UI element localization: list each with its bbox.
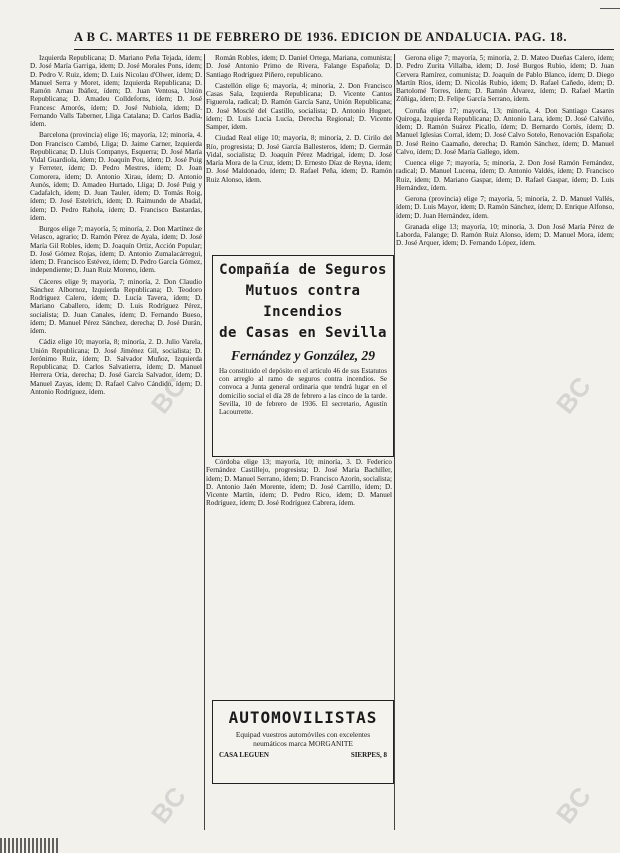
- paragraph: Castellón elige 6; mayoría, 4; minoría, 2. Don Francisco Casas Sala, Izquierda Republicana; D. Vicente Cantos Figuerola, radical; D. Ramón García Sanz, Unión Republicana; D. José Mosclé del Castillo, socialista; D. Antonio Huguet, ídem; D. Luis Lucía Lucía, Derecha Regional; D. Vicente Samper, ídem.: [206, 81, 392, 131]
- paragraph: Córdoba elige 13; mayoría, 10; minoría, 3. D. Federico Fernández Castillejo, progresista; D. José María Bachiller, ídem; D. Manuel Serrano, ídem; D. Francisco Azorín, socialista; D. Antonio Jaén Morente, ídem; D. José Carrillo, ídem; D. Vicente Martín, ídem; D. Pedro Rico, ídem; D. Manuel Rodríguez, ídem; D. José Rodríguez Cabrera, ídem.: [206, 458, 392, 508]
- article-column-2-lower: [206, 458, 392, 632]
- watermark-stamp: BC: [550, 781, 597, 830]
- ad-title-line: Compañía de Seguros: [219, 262, 387, 278]
- paragraph: Burgos elige 7; mayoría, 5; minoría, 2. Don Martínez de Velasco, agrario; D. Ramón Pérez de Ayala, ídem; D. José María Gil Robles, ídem; D. Joaquín Ortiz, Acción Popular; D. José Gómez Rojas, ídem; D. Antonio Zumalacárregui, ídem; D. Francisco Estévez, ídem; D. Pedro García Gómez, independiente; D. Juan Ruiz Moreno, ídem.: [30, 225, 202, 275]
- watermark-stamp: BC: [550, 371, 597, 420]
- ad2-footer: [213, 751, 393, 759]
- automobile-advertisement: [212, 700, 394, 784]
- article-column-1: [30, 54, 202, 832]
- paragraph: Román Robles, ídem; D. Daniel Ortega, Mariana, comunista; D. José Antonio Primo de Rivera, Falange Española; D. Santiago Rodríguez Piñero, republicano.: [206, 54, 392, 79]
- header-rule: [74, 49, 614, 50]
- article-column-2: [206, 54, 392, 250]
- corner-rule: [600, 0, 620, 9]
- ad2-title: AUTOMOVILISTAS: [228, 708, 378, 727]
- paragraph: Gerona (provincia) elige 7; mayoría, 5; minoría, 2. D. Manuel Vallés, ídem; D. Luis Mayor, ídem; D. Ramón Sánchez, ídem; D. Enrique Alfonso, ídem; D. Juan Hernández, ídem.: [396, 195, 614, 220]
- paragraph: Cádiz elige 10; mayoría, 8; minoría, 2. D. Julio Varela, Unión Republicana; D. José Jiménez Gil, socialista; D. Jerónimo Ruiz, ídem; D. Salvador Muñoz, Izquierda Republicana; D. Carlos Salvatierra, ídem; D. Manuel Herrera Oria, derecha; D. José García Salvador, ídem; D. Manuel Zayas, ídem; D. Rafael Calvo Cándido, ídem; D. Antonio Rodríguez, ídem.: [30, 338, 202, 396]
- paragraph: Barcelona (provincia) elige 16; mayoría, 12; minoría, 4. Don Francisco Cambó, Lliga; D. Jaime Carner, Izquierda Republicana; D. Lluís Companys, Esquerra; D. José María Vidal Guardiola, ídem; D. Joaquín Pou, ídem; D. José Puig y Ferreter, ídem; D. Pedro Mestres, ídem; D. Joan Comorera, ídem; D. Antonio Xirau, ídem; D. Antonio Aunós, ídem; D. Amadeo Hurtado, Lliga; D. José Puig y Cadafalch, ídem; D. Juan Tauler, ídem; D. Tomás Roig, ídem; D. José Estelrich, ídem; D. Raimundo de Abadal, ídem; D. Pedro Rahola, ídem; D. Francisco Bastardas, ídem.: [30, 131, 202, 222]
- ad-title-line: de Casas en Sevilla: [219, 325, 387, 341]
- paragraph: Ciudad Real elige 10; mayoría, 8; minoría, 2. D. Cirilo del Río, progresista; D. José García Ballesteros, ídem; D. Germán Vidal, socialista; D. Joaquín Pérez Madrigal, ídem; D. José María Mora de la Cruz, ídem; D. Ernesto Díaz de Reyna, ídem; D. José Maldonado, ídem; D. Rafael Peña, ídem; D. Ramón Ruiz Alonso, ídem.: [206, 134, 392, 184]
- ad2-address: SIERPES, 8: [350, 751, 387, 760]
- ad-address: Fernández y González, 29: [230, 348, 375, 363]
- ad2-body: Equipad vuestros automóviles con excelentes neumáticos marca MORGANITE: [235, 730, 371, 748]
- scan-edge-mark: [0, 838, 60, 853]
- column-divider: [204, 54, 205, 830]
- paragraph: Cáceres elige 9; mayoría, 7; minoría, 2. Don Claudio Sánchez Albornoz, Izquierda Republicana; D. Teodoro Rodríguez Calero, ídem; D. Lucía Tavera, ídem; D. Mariano Caballero, ídem; D. Luis Rodríguez Pérez, socialista; D. Juan Canales, ídem; D. Fernando Bueso, ídem; D. Manuel Pérez Sánchez, derecha; D. José Durán, ídem.: [30, 277, 202, 335]
- paragraph: Coruña elige 17; mayoría, 13; minoría, 4. Don Santiago Casares Quiroga, Izquierda Republicana; D. Antonio Lara, ídem; D. José Calviño, ídem; D. Ramón Suárez Picallo, ídem; D. Bernardo Cortés, ídem; D. Manuel Iglesias Corral, ídem; D. José Calvo Sotelo, Renovación Española; D. José Reino Caamaño, derecha; D. Ramón Sánchez, ídem; D. Manuel Calvo, ídem; D. José María Gallego, ídem.: [396, 106, 614, 156]
- paragraph: Granada elige 13; mayoría, 10; minoría, 3. Don José María Pérez de Laborda, Falange; D. Ramón Ruiz Alonso, ídem; D. Manuel Mora, ídem; D. José Arquer, ídem; D. Fernando López, ídem.: [396, 222, 614, 248]
- ad-title: [213, 256, 393, 344]
- ad-title-line: Mutuos contra Incendios: [245, 283, 361, 320]
- article-column-3: [396, 54, 614, 832]
- column-divider: [394, 54, 395, 830]
- watermark-stamp: BC: [145, 371, 192, 420]
- watermark-stamp: BC: [145, 781, 192, 830]
- ad2-shop: CASA LEGUEN: [219, 751, 269, 760]
- insurance-advertisement: [212, 255, 394, 457]
- ad-body: Ha constituido el depósito en el artículo 46 de sus Estatutos con arreglo al ramo de seguros contra incendios. Se convoca a Junta general ordinaria que tendrá lugar en el domicilio social el día 28 de febrero a las cinco de la tarde. Sevilla, 10 de febrero de 1936. El secretario, Agustín Lacourrette.: [219, 367, 387, 417]
- paragraph: Cuenca elige 7; mayoría, 5; minoría, 2. Don José Ramón Fernández, radical; D. Manuel Lucena, ídem; D. Antonio Valdés, ídem; D. Francisco Ruiz, ídem; D. Mariano Gaspar, ídem; D. Rafael Gaspar, ídem; D. Luis Hernández, ídem.: [396, 159, 614, 192]
- page-header: A B C. MARTES 11 DE FEBRERO DE 1936. EDICION DE ANDALUCIA. PAG. 18.: [74, 30, 568, 44]
- paragraph: Izquierda Republicana; D. Mariano Peña Tejada, ídem; D. José María Garriga, ídem; D. José Morales Pons, ídem; D. Pedro V. Ruiz, ídem; D. Luis Nicolau d'Olwer, ídem; D. Manuel Serra y Moret, ídem; Izquierda Republicana; D. Ramón Arnau Ibáñez, ídem; D. Juan Ventosa, Unión Republicana; D. Amadeu Colldeforns, ídem; D. José Francesc Amorós, ídem; D. José Nubiola, ídem; D. Fernando Valls Taberner, Lliga Catalana; D. Carlos Badía, ídem.: [30, 54, 202, 128]
- paragraph: Gerona elige 7; mayoría, 5; minoría, 2. D. Mateo Dueñas Calero, ídem; D. Pedro Zurita Villalba, ídem; D. José Burgos Rubio, ídem; D. Juan Cervera Ramírez, comunista; D. Joaquín de Pablo Blanco, ídem; D. Diego Martín Ríos, ídem; D. Nicolás Rubio, ídem; D. Rafael Cañedo, ídem; D. Bartolomé Torres, ídem; D. Ramón Álvarez, ídem; D. Rafael Martín Zúñiga, ídem; D. Felipe García Serrano, ídem.: [396, 54, 614, 104]
